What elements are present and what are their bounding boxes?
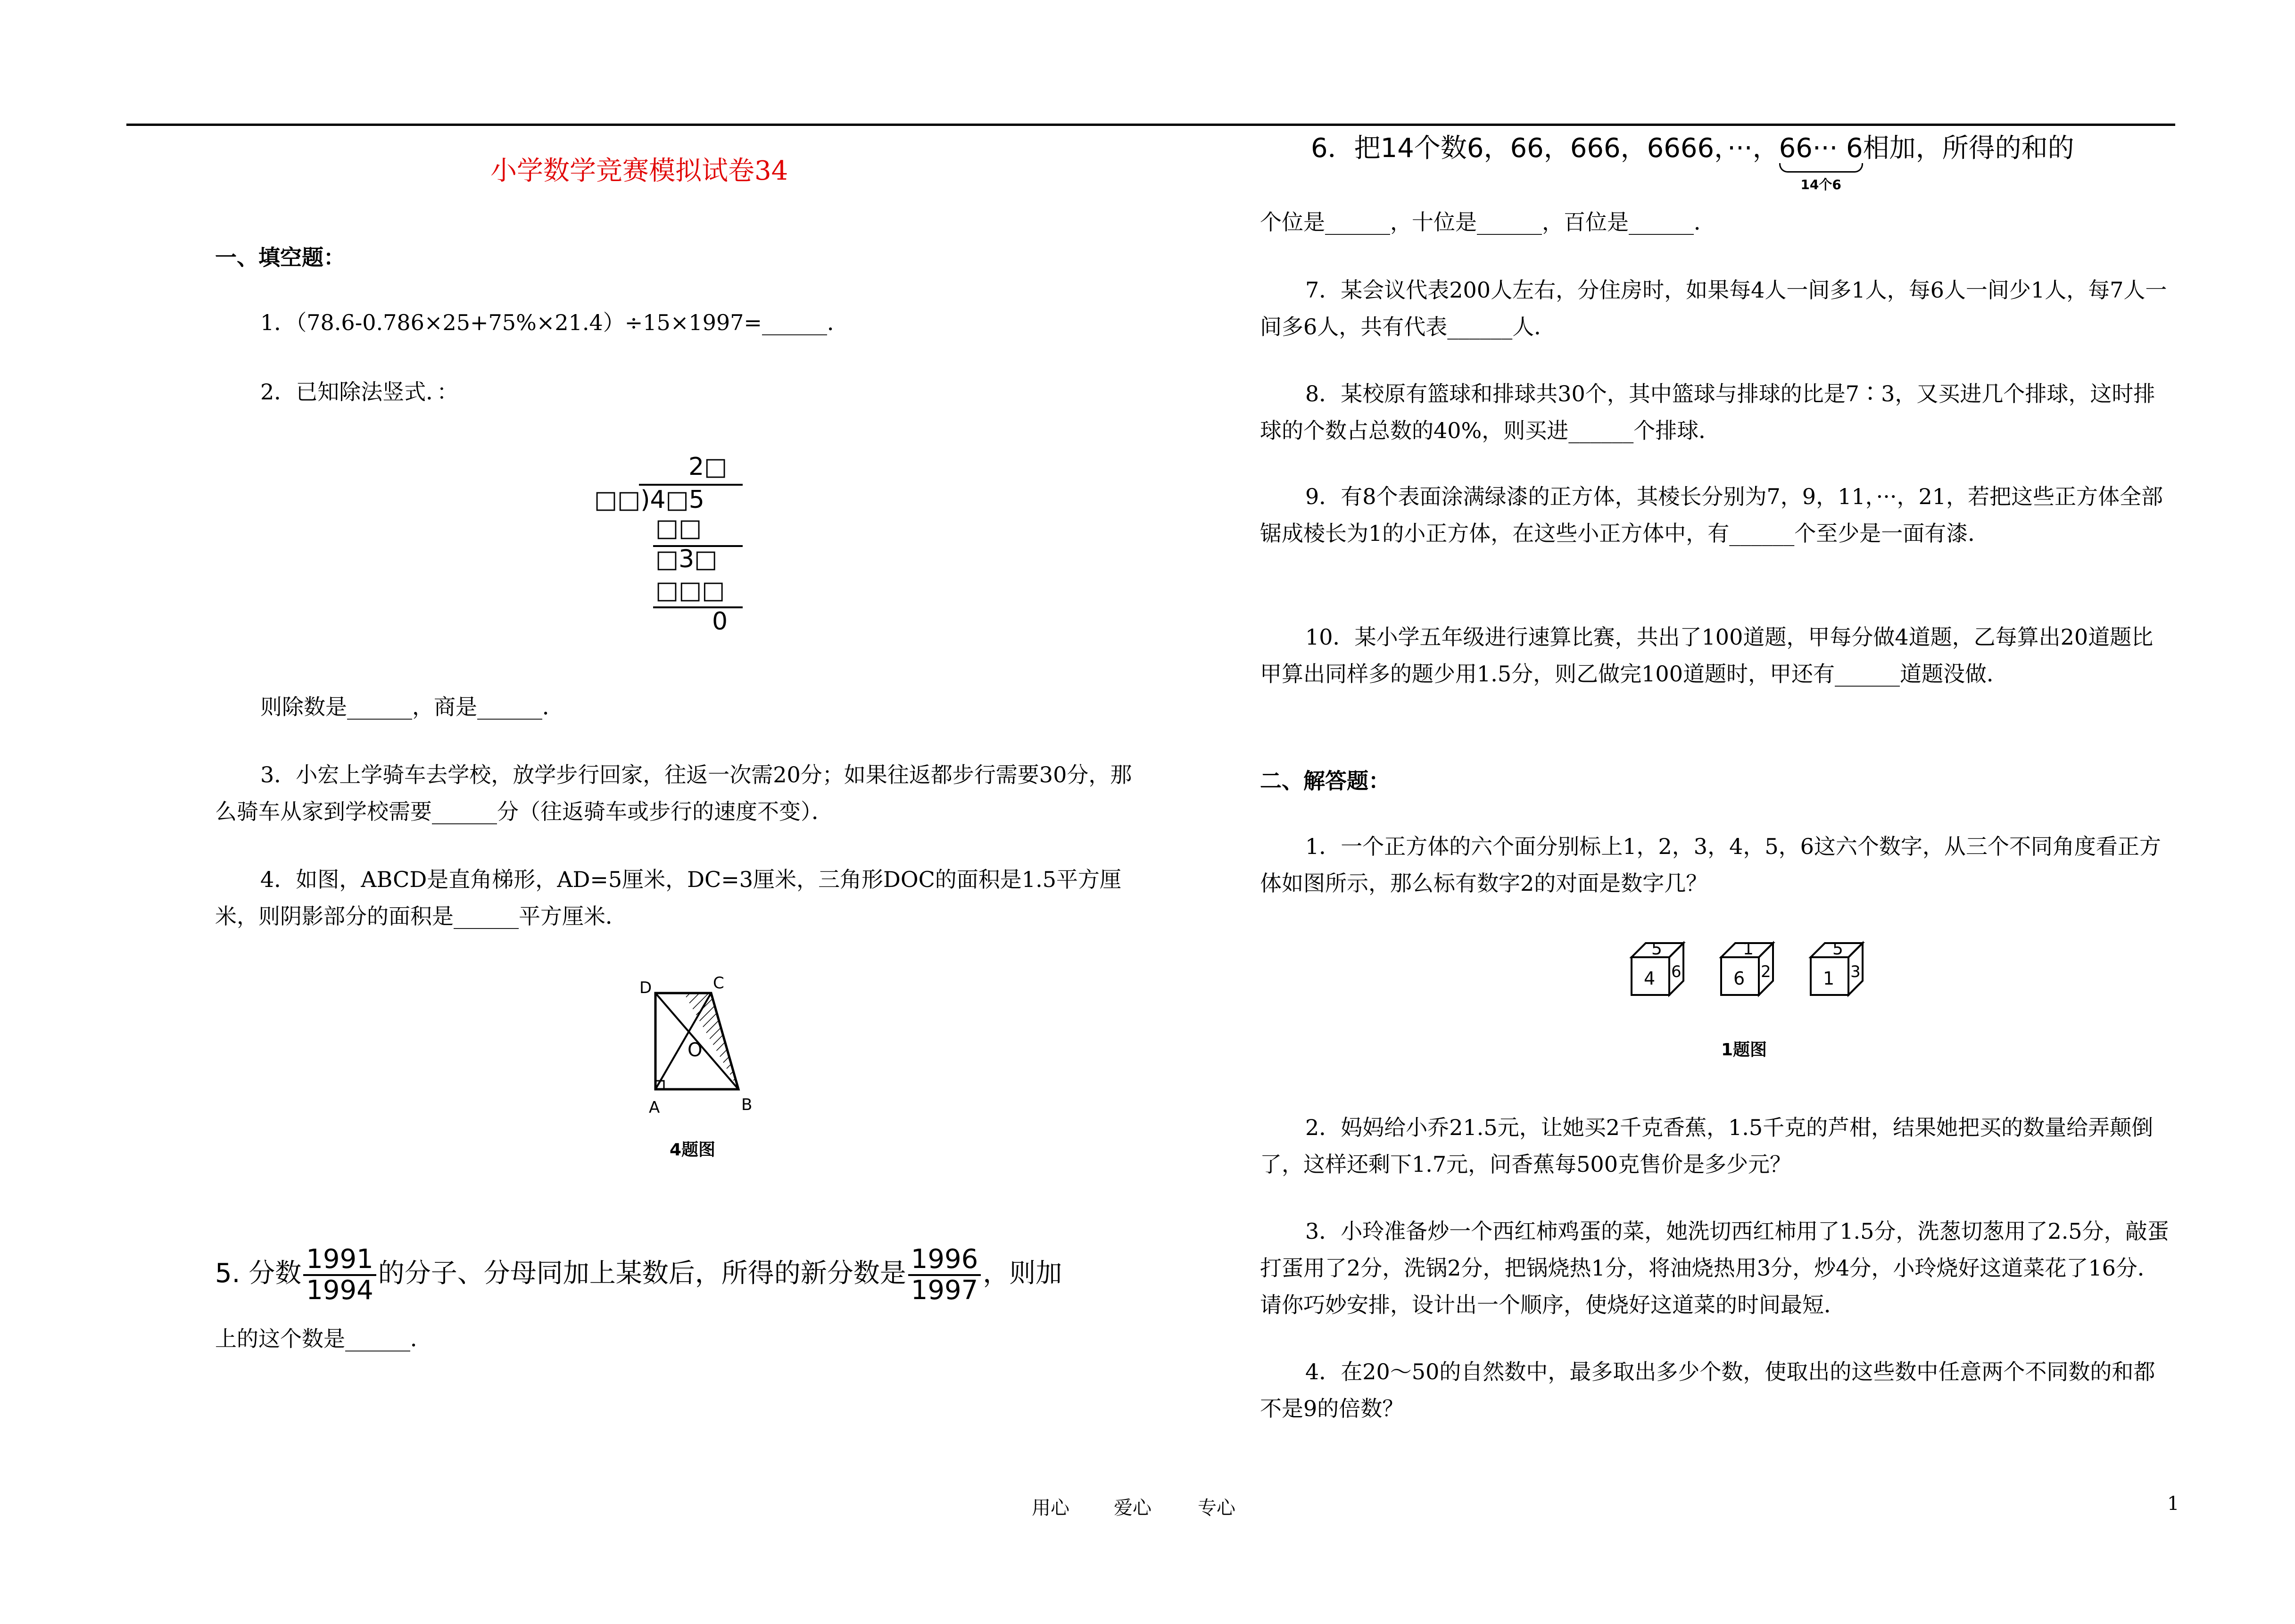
label-o: O [688,1039,703,1061]
division-row5: 0 [712,607,728,636]
page-number: 1 [2167,1493,2179,1515]
cube-3-top: 5 [1832,939,1843,959]
q5-frac1-num: 1991 [303,1245,376,1276]
question-6 [1311,127,2074,192]
cube-3-side: 3 [1850,962,1861,981]
figure-4-trapezoid [632,976,783,1174]
q5-mid: 的分子、分母同加上某数后，所得的新分数是 [378,1258,906,1289]
question-10: 10．某小学五年级进行速算比赛，共出了100道题，甲每分做4道题，乙每算出20道题比甲算出同样多的题少用1.5分，则乙做完100道题时，甲还有______道题没做． [1260,624,2154,687]
cube-1-side: 6 [1671,962,1682,981]
header-rule [126,124,2175,126]
q6-line1b: 相加，所得的和的 [1863,133,2074,164]
division-row3: □3□ [655,545,718,573]
problem-1: 1．一个正方体的六个面分别标上1，2，3，4，5，6这六个数字，从三个不同角度看正方体如图所示，那么标有数字2的对面是数字几？ [1260,834,2161,896]
q6-line1a: 6．把14个数6，66，666，6666，···， [1311,133,1779,164]
question-5 [215,1245,1062,1305]
division-row4: □□□ [655,576,725,605]
cube-1 [1632,939,1683,995]
footer-zhuanxin: 专心 [1198,1497,1235,1519]
q6-brace [1779,163,1863,173]
problem-4: 4．在20～50的自然数中，最多取出多少个数，使取出的这些数中任意两个不同数的和都不是9的倍数？ [1260,1359,2155,1421]
question-6-line2: 个位是______，十位是______，百位是______． [1260,209,1715,235]
question-4: 4．如图，ABCD是直角梯形，AD=5厘米，DC=3厘米，三角形DOC的面积是1.5平方厘米，则阴影部分的面积是______平方厘米． [215,867,1121,929]
question-8: 8．某校原有篮球和排球共30个，其中篮球与排球的比是7∶3，又买进几个排球，这时排球的个数占总数的40%，则买进______个排球． [1260,381,2155,443]
cube-2-side: 2 [1761,962,1771,981]
q6-brace-label: 14个6 [1800,177,1841,192]
cubes-caption: 1题图 [1721,1040,1767,1060]
question-2-answer: 则除数是______，商是______． [260,694,564,720]
q5-prefix: 5. 分数 [215,1258,302,1289]
label-b: B [741,1095,753,1114]
question-9: 9．有8个表面涂满绿漆的正方体，其棱长分别为7，9，11，···，21，若把这些正方体全部锯成棱长为1的小正方体，在这些小正方体中，有______个至少是一面有漆． [1260,484,2163,546]
q5-frac1-den: 1994 [306,1275,373,1306]
footer-aixin: 爱心 [1114,1497,1152,1519]
section-solve: 二、解答题： [1260,768,1390,794]
section-fill-blank: 一、填空题： [215,245,345,270]
cube-2-top: 1 [1743,939,1754,959]
cube-2 [1721,939,1773,995]
q5-suffix: ，则加 [983,1258,1062,1289]
division-row2: □□ [655,514,702,542]
fraction-1996-1997 [908,1245,981,1305]
question-2: 2．已知除法竖式．： [260,379,459,405]
division-row1: □□)4□5 [594,486,704,514]
page-title: 小学数学竞赛模拟试卷34 [490,156,788,186]
cube-1-top: 5 [1651,939,1662,959]
question-5-line2: 上的这个数是______． [215,1326,432,1351]
q6-term-text: 66··· 6 [1779,133,1863,164]
question-3: 3．小宏上学骑车去学校，放学步行回家，往返一次需20分；如果往返都步行需要30分，那么骑车从家到学校需要______分（往返骑车或步行的速度不变）． [215,762,1132,824]
division-line3 [653,606,743,608]
cubes-figure [1622,934,1886,1070]
q5-frac2-den: 1997 [911,1275,978,1306]
cube-1-front: 4 [1644,968,1656,989]
question-1: 1．（78.6-0.786×25+75%×21.4）÷15×1997=______． [260,310,849,335]
question-7: 7．某会议代表200人左右，分住房时，如果每4人一间多1人，每6人一间少1人，每7人一间多6人，共有代表______人． [1260,277,2167,340]
label-d: D [639,978,652,997]
cube-3 [1811,939,1863,995]
cube-2-front: 6 [1733,968,1745,989]
label-a: A [649,1098,660,1117]
long-division-figure [594,453,745,641]
q5-frac2-num: 1996 [908,1245,981,1276]
label-c: C [713,976,724,993]
footer-yongxin: 用心 [1032,1497,1069,1519]
fraction-1991-1994 [303,1245,376,1305]
problem-3: 3．小玲准备炒一个西红柿鸡蛋的菜，她洗切西红柿用了1.5分，洗葱切葱用了2.5分，敲蛋打蛋用了2分，洗锅2分，把锅烧热1分，将油烧热用3分，炒4分，小玲烧好这道菜花了16分．请你巧妙安排，设计出一个顺序，使烧好这道菜的时间最短． [1260,1218,2169,1317]
problem-2: 2．妈妈给小乔21.5元，让她买2千克香蕉，1.5千克的芦柑，结果她把买的数量给弄颠倒了，这样还剩下1.7元，问香蕉每500克售价是多少元？ [1260,1115,2154,1177]
cube-3-front: 1 [1823,968,1835,989]
q6-term [1779,133,1863,192]
division-quotient: 2□ [688,453,728,481]
figure-4-caption: 4题图 [670,1140,716,1160]
